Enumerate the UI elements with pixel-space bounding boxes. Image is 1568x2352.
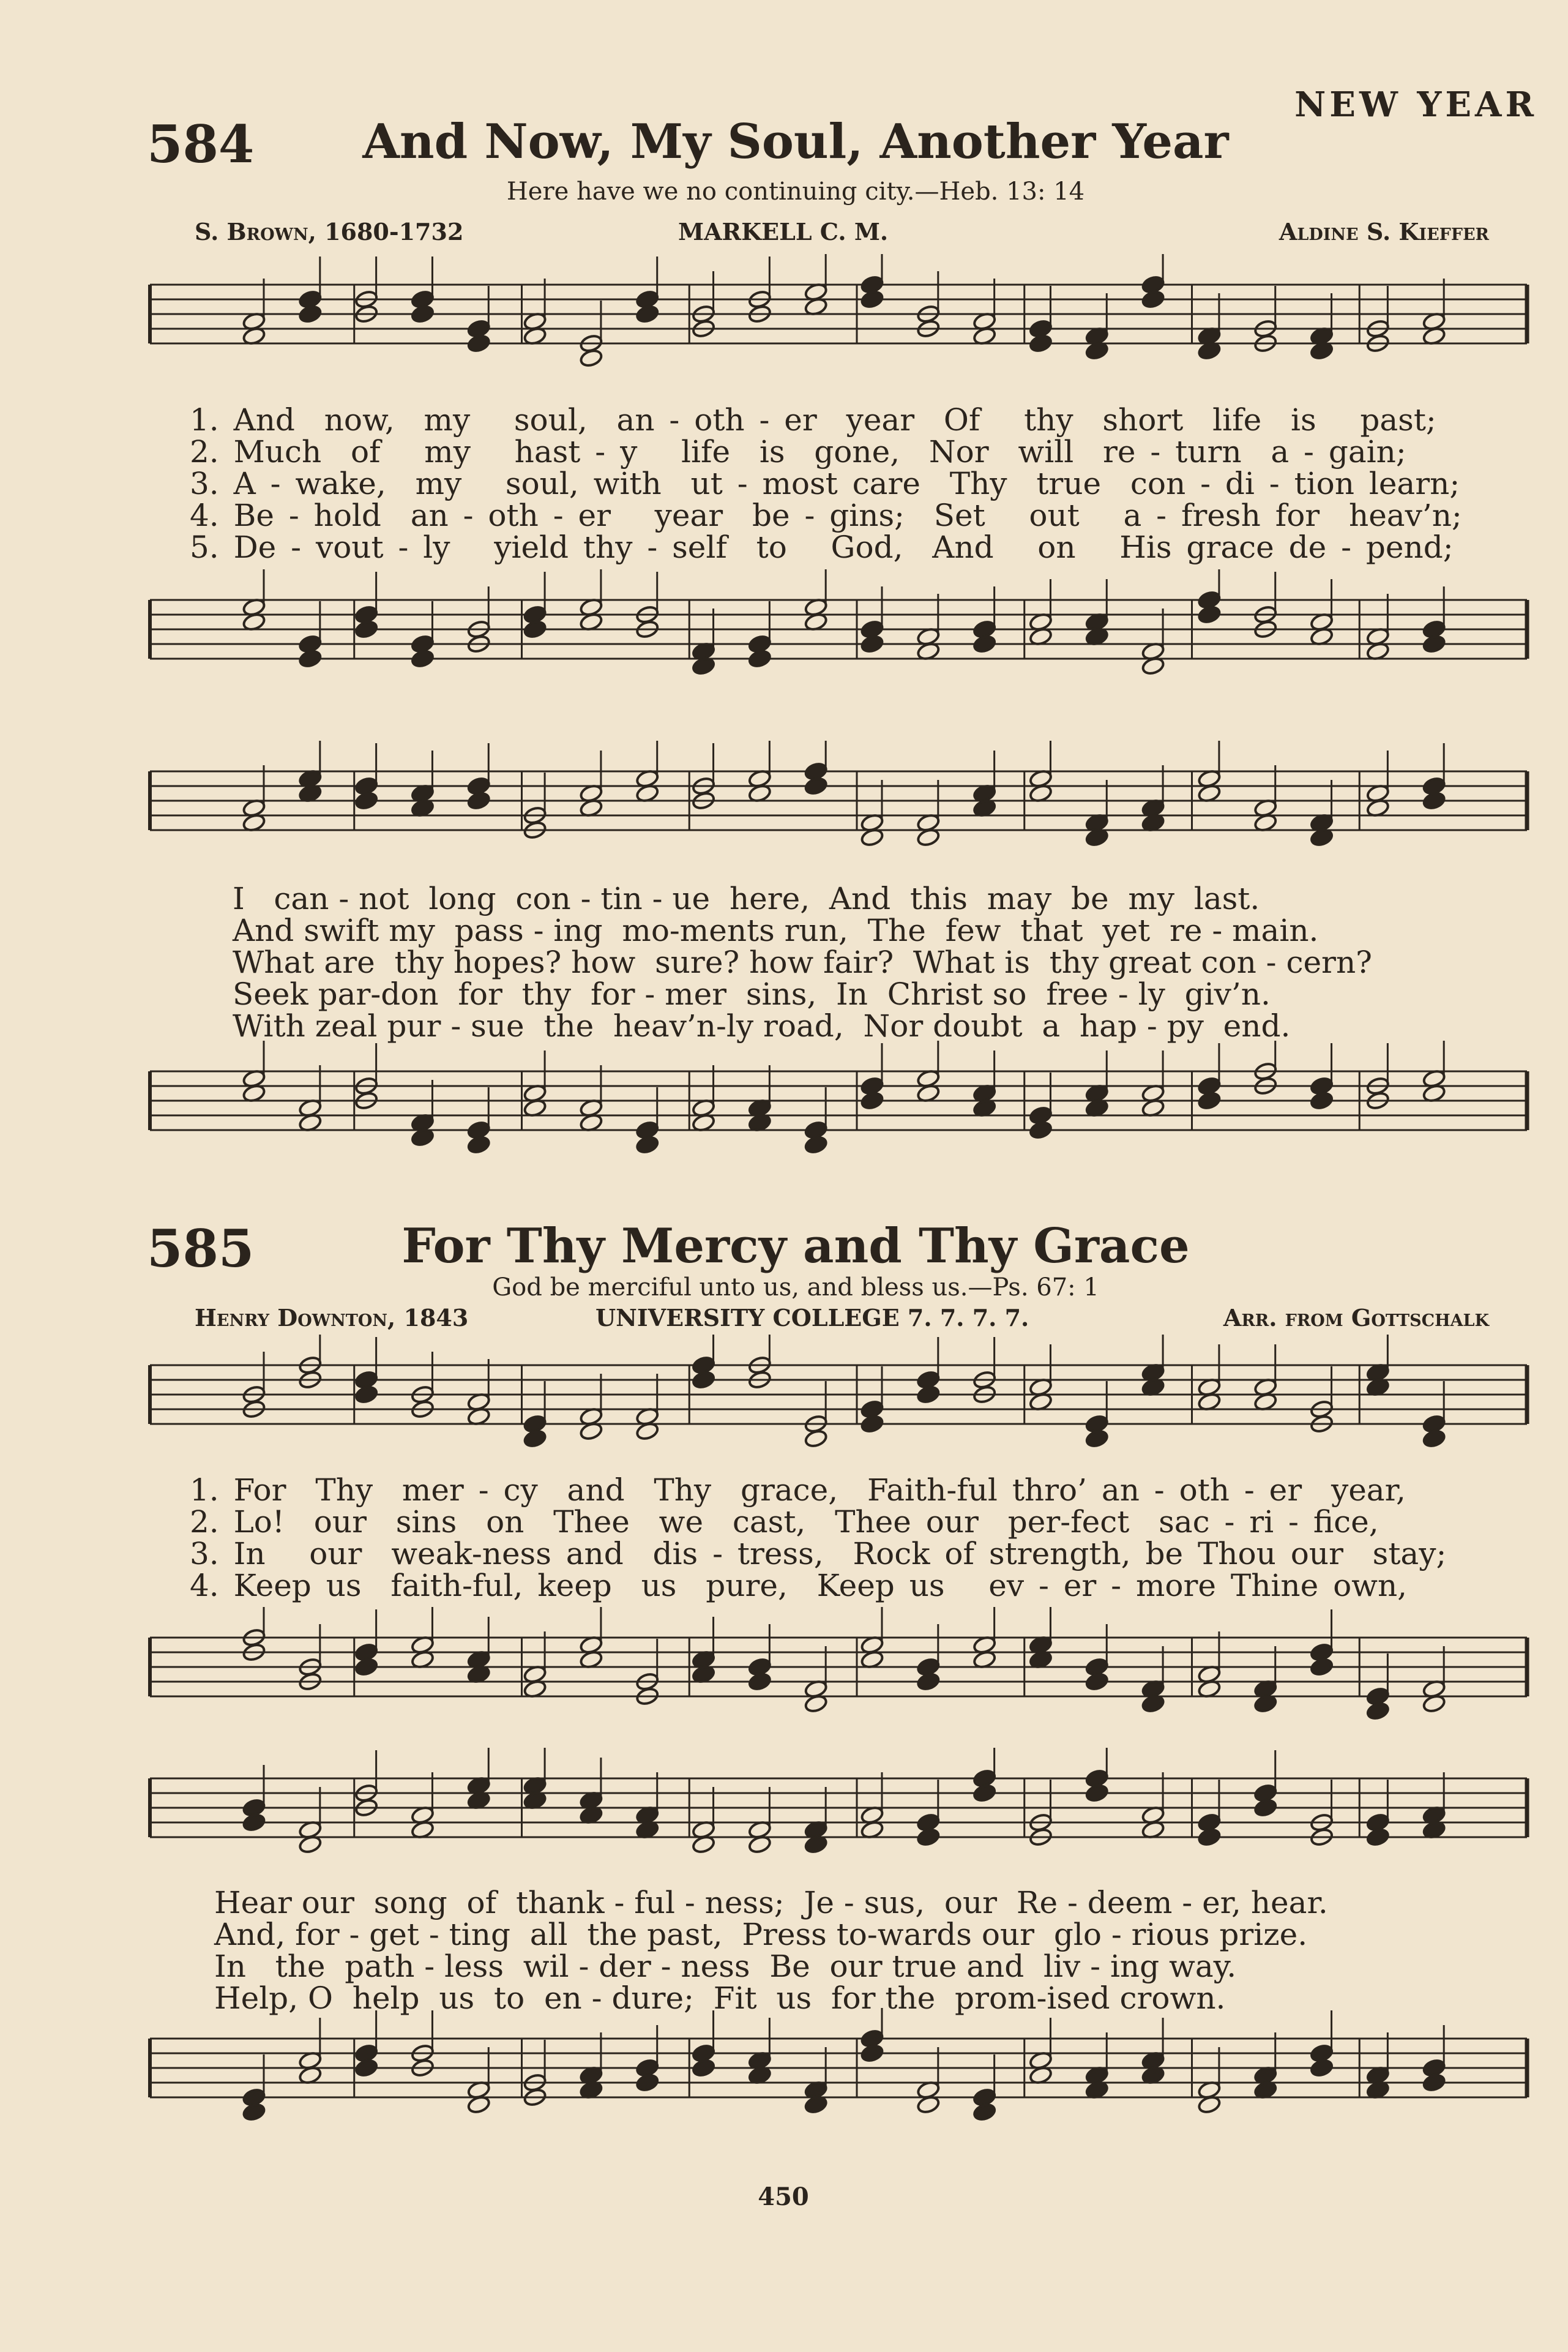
hymn-credits — [195, 218, 1489, 249]
lyric-line: What are thy hopes? how sure? how fair? What is thy great con - cern? — [233, 945, 1372, 980]
words-author: Henry Downton, 1843 — [195, 1304, 469, 1331]
music-staff-bass-4 — [132, 2008, 1539, 2167]
lyric-line: Help, O help us to en - dure; Fit us for the prom-ised crown. — [214, 1980, 1226, 2016]
lyrics-block — [190, 404, 1506, 563]
hymn-number: 584 — [147, 114, 255, 174]
tune-name: UNIVERSITY COLLEGE 7. 7. 7. 7. — [595, 1304, 1029, 1331]
music-staff-treble-4 — [132, 1748, 1539, 1889]
lyrics-block — [214, 1887, 1506, 2014]
music-staff-bass-1 — [132, 569, 1539, 728]
lyric-line: 4. Be - hold an - oth - er year be - gins; Set out a - fresh for heav’n; — [190, 498, 1462, 533]
lyric-line: 2. Lo! our sins on Thee we cast, Thee our per-fect sac - ri - fice, — [190, 1504, 1379, 1540]
lyric-line: I can - not long con - tin - ue here, And this may be my last. — [233, 881, 1260, 916]
lyric-line: 1. For Thy mer - cy and Thy grace, Faith-ful thro’ an - oth - er year, — [190, 1472, 1406, 1508]
lyric-line: And swift my pass - ing mo-ments run, The few that yet re - main. — [233, 913, 1319, 948]
hymn-epigraph: God be merciful unto us, and bless us.—Ps. 67: 1 — [492, 1273, 1099, 1301]
lyric-line: 3. In our weak-ness and dis - tress, Rock of strength, be Thou our stay; — [190, 1536, 1447, 1571]
words-author: S. Brown, 1680-1732 — [195, 218, 464, 245]
hymn-epigraph: Here have we no continuing city.—Heb. 13: 14 — [506, 178, 1085, 206]
music-staff-treble-3 — [132, 1335, 1539, 1475]
music-staff-bass-3 — [132, 1607, 1539, 1748]
music-composer: Arr. from Gottschalk — [1223, 1304, 1489, 1331]
lyrics-block — [190, 1474, 1506, 1601]
music-staff-treble-2 — [132, 741, 1539, 882]
lyric-line: Seek par-don for thy for - mer sins, In Christ so free - ly giv’n. — [233, 976, 1271, 1012]
lyric-line: 2. Much of my hast - y life is gone, Nor will re - turn a - gain; — [190, 434, 1406, 470]
music-staff-bass-2 — [132, 1041, 1539, 1200]
lyrics-block — [233, 883, 1506, 1042]
lyric-line: With zeal pur - sue the heav’n-ly road, Nor doubt a hap - py end. — [233, 1008, 1291, 1044]
lyric-line: Hear our song of thank - ful - ness; Je - sus, our Re - deem - er, hear. — [214, 1885, 1328, 1920]
lyric-line: And, for - get - ting all the past, Press to-wards our glo - rious prize. — [214, 1917, 1308, 1952]
lyric-line: 1. And now, my soul, an - oth - er year Of thy short life is past; — [190, 402, 1436, 438]
page-number: 450 — [758, 2182, 809, 2211]
tune-name: MARKELL C. M. — [678, 218, 889, 245]
hymn-credits — [195, 1304, 1489, 1335]
hymn-title: For Thy Mercy and Thy Grace — [401, 1218, 1190, 1274]
lyric-line: 5. De - vout - ly yield thy - self to God, And on His grace de - pend; — [190, 530, 1454, 565]
section-label: NEW YEAR — [1294, 84, 1537, 125]
music-composer: Aldine S. Kieffer — [1279, 218, 1489, 245]
music-staff-treble-1 — [132, 254, 1539, 395]
lyric-line: 4. Keep us faith-ful, keep us pure, Keep us ev - er - more Thine own, — [190, 1568, 1408, 1603]
lyric-line: 3. A - wake, my soul, with ut - most care Thy true con - di - tion learn; — [190, 466, 1460, 501]
lyric-line: In the path - less wil - der - ness Be our true and liv - ing way. — [214, 1949, 1237, 1984]
hymn-title: And Now, My Soul, Another Year — [362, 114, 1229, 170]
hymn-number: 585 — [147, 1218, 255, 1279]
